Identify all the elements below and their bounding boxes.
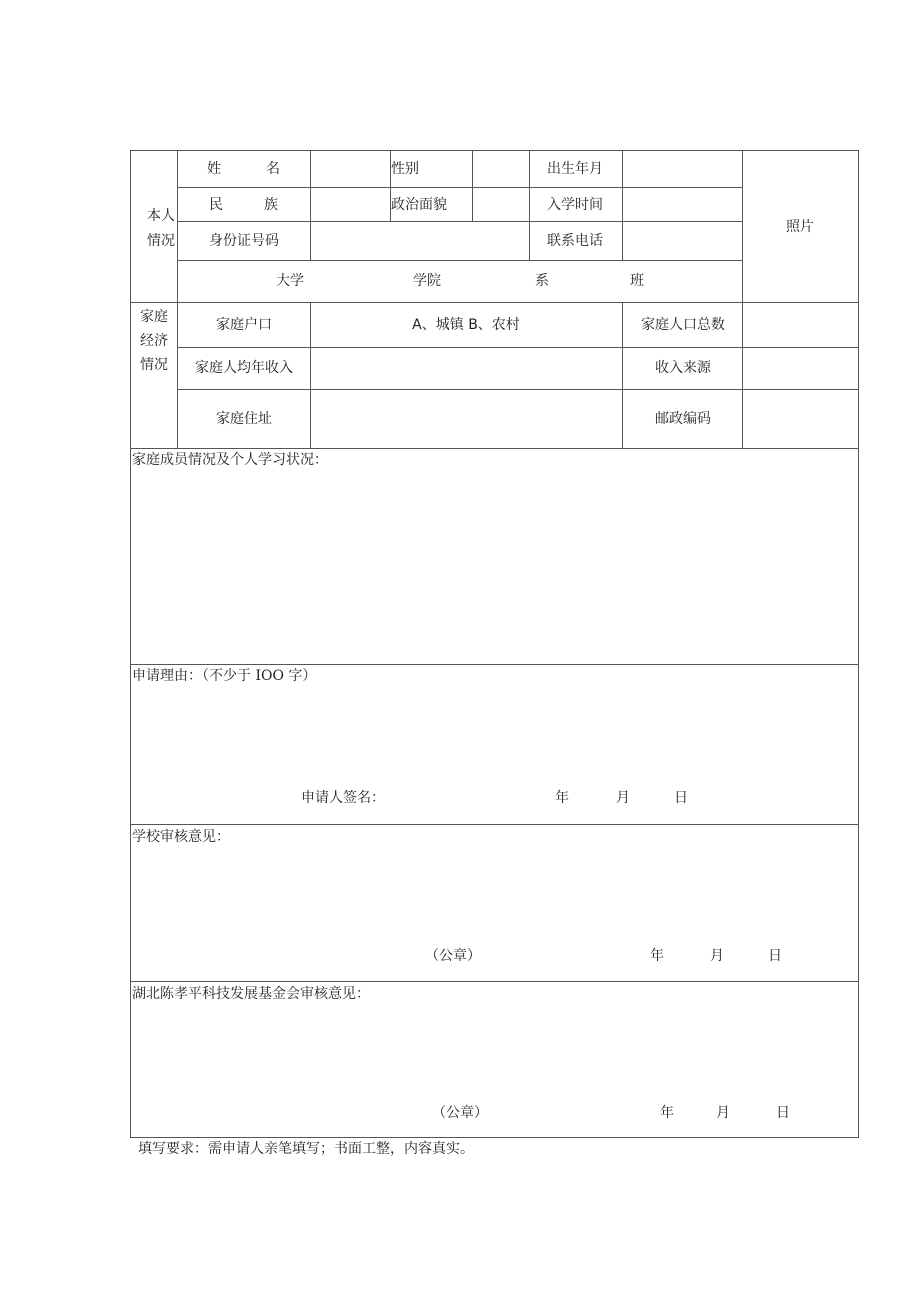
family-section-label-line3: 情况: [140, 357, 168, 373]
name-value-cell[interactable]: [310, 150, 391, 188]
ethnicity-label-char2: 族: [264, 197, 278, 213]
reason-date-month: 月: [616, 790, 630, 806]
foundation-date-year: 年: [660, 1105, 674, 1121]
income-value-cell[interactable]: [310, 347, 623, 390]
foundation-date-month: 月: [716, 1105, 730, 1121]
photo-label: 照片: [786, 219, 814, 235]
family-section-label-line1: 家庭: [140, 309, 168, 325]
population-value-cell[interactable]: [742, 302, 859, 348]
enroll-value-cell[interactable]: [622, 187, 743, 222]
gender-label: 性别: [391, 161, 419, 177]
members-title: 家庭成员情况及个人学习状况：: [132, 452, 328, 468]
school-class-label: 班: [630, 273, 644, 289]
income-source-value-cell[interactable]: [742, 347, 859, 390]
income-source-label: 收入来源: [655, 360, 711, 376]
school-seal-label: （公章）: [425, 948, 481, 964]
school-date-year: 年: [650, 948, 664, 964]
school-college-label: 学院: [413, 273, 441, 289]
reason-date-day: 日: [674, 790, 688, 806]
phone-label: 联系电话: [547, 233, 603, 249]
reason-date-year: 年: [555, 790, 569, 806]
phone-value-cell[interactable]: [622, 221, 743, 261]
birth-value-cell[interactable]: [622, 150, 743, 188]
postcode-value-cell[interactable]: [742, 389, 859, 449]
personal-section-label-line1: 本人: [147, 208, 175, 224]
name-label-char1: 姓: [207, 161, 221, 177]
section-label-cell: [130, 150, 178, 303]
ethnicity-label-cell: [177, 187, 311, 222]
hukou-label: 家庭户口: [216, 317, 272, 333]
name-label-cell: [177, 150, 311, 188]
foundation-review-title: 湖北陈孝平科技发展基金会审核意见：: [132, 986, 370, 1002]
family-section-label-line2: 经济: [140, 333, 168, 349]
postcode-label: 邮政编码: [655, 411, 711, 427]
ethnicity-label-char1: 民: [209, 197, 223, 213]
foundation-date-day: 日: [776, 1105, 790, 1121]
hukou-options: A、城镇 B、农村: [412, 317, 520, 333]
school-university-label: 大学: [276, 273, 304, 289]
name-label-char2: 名: [266, 161, 280, 177]
id-label: 身份证号码: [209, 233, 279, 249]
school-review-section[interactable]: [130, 824, 859, 982]
foundation-seal-label: （公章）: [432, 1105, 488, 1121]
personal-section-label-line2: 情况: [147, 233, 175, 249]
reason-signature-label: 申请人签名：: [301, 790, 385, 806]
reason-title: 申请理由：（不少于 IOO 字）: [132, 668, 317, 684]
members-section[interactable]: [130, 448, 859, 665]
id-value-cell[interactable]: [310, 221, 530, 261]
reason-section[interactable]: [130, 664, 859, 825]
school-department-label: 系: [535, 273, 549, 289]
footer-note: 填写要求：需申请人亲笔填写；书面工整，内容真实。: [138, 1141, 474, 1157]
school-date-day: 日: [768, 948, 782, 964]
income-label: 家庭人均年收入: [195, 360, 293, 376]
address-label: 家庭住址: [216, 411, 272, 427]
political-value-cell[interactable]: [472, 187, 530, 222]
enroll-label: 入学时间: [547, 197, 603, 213]
political-label: 政治面貌: [391, 197, 447, 213]
ethnicity-value-cell[interactable]: [310, 187, 391, 222]
school-date-month: 月: [710, 948, 724, 964]
birth-label: 出生年月: [547, 161, 603, 177]
school-row-cell[interactable]: [177, 260, 743, 303]
foundation-review-section[interactable]: [130, 981, 859, 1138]
gender-value-cell[interactable]: [472, 150, 530, 188]
address-value-cell[interactable]: [310, 389, 623, 449]
school-review-title: 学校审核意见：: [132, 829, 230, 845]
population-label: 家庭人口总数: [641, 317, 725, 333]
